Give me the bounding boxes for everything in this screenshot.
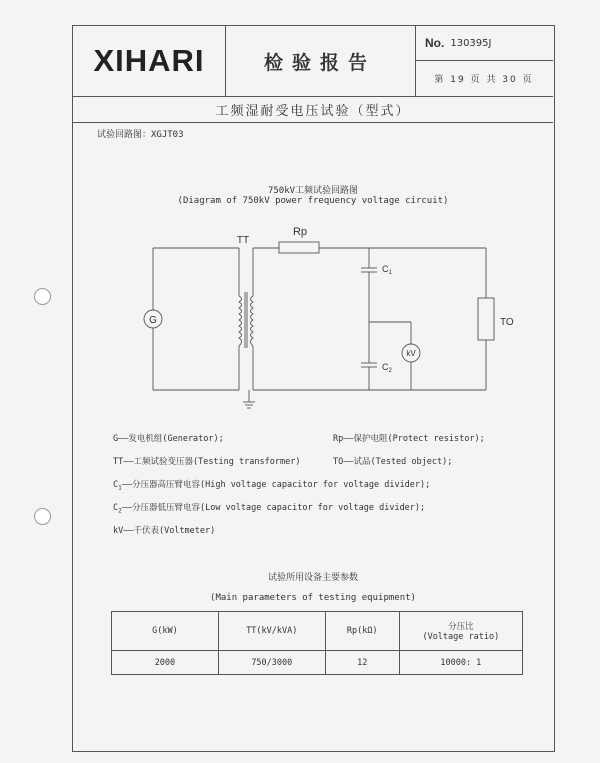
header-rp: Rp(kΩ) [325,612,399,651]
legend-generator: G——发电机组(Generator); [113,434,224,444]
transformer-label: TT [236,235,250,246]
table-row [112,651,523,675]
page-indicator: 第 19 页 共 30 页 [434,75,534,85]
diagram-title-cn: 750kV工频试验回路图 [267,186,359,196]
equipment-title-en: (Main parameters of testing equipment) [210,593,416,603]
test-object-symbol [478,298,494,340]
binder-hole-top [34,288,51,305]
table-header-row [112,612,523,651]
cell-rp: 12 [325,651,399,675]
cell-voltage-ratio: 10000: 1 [399,651,522,675]
equipment-title-cn: 试验所用设备主要参数 [267,573,358,583]
protect-resistor-symbol [279,242,319,253]
cell-tt: 750/3000 [218,651,325,675]
legend-voltmeter: kV——千伏表(Voltmeter) [113,526,216,536]
rp-label: Rp [292,226,308,238]
generator-label: G [149,315,157,326]
cell-g: 2000 [112,651,219,675]
diagram-title-en: (Diagram of 750kV power frequency voltage circuit) [177,196,449,206]
circuit-label: 试验回路图：XGJT03 [97,130,184,140]
header-tt: TT(kV/kVA) [218,612,325,651]
report-page-frame [72,25,555,752]
legend-c1: $C_1——$分压器高压臂电容(High voltage capacitor for voltage divider); [113,480,431,492]
test-subtitle: 工频湿耐受电压试验（型式） [73,96,553,123]
legend-testing-transformer: TT——工频试验变压器(Testing transformer) [113,457,301,467]
report-number-value: 130395J [450,37,492,49]
circuit-diagram [73,26,553,426]
binder-hole-bottom [34,508,51,525]
report-number-label: No. [425,36,445,50]
legend-protect-resistor: Rp——保护电阻(Protect resistor); [333,434,485,444]
legend-tested-object: TO——试品(Tested object); [333,457,453,467]
c1-label: $C_1$ [382,264,392,276]
legend-c2: $C_2——$分压器低压臂电容(Low voltage capacitor for voltage divider); [113,503,426,515]
c2-label: $C_2$ [382,362,392,374]
voltmeter-label: kV [406,349,416,358]
report-title: 检验报告 [225,26,416,96]
test-object-label: TO [500,317,514,328]
company-logo: XIHARI [73,26,226,96]
equipment-params-table [111,611,523,675]
header-voltage-ratio: 分压比 (Voltage ratio) [399,612,522,651]
header-g: G(kW) [112,612,219,651]
